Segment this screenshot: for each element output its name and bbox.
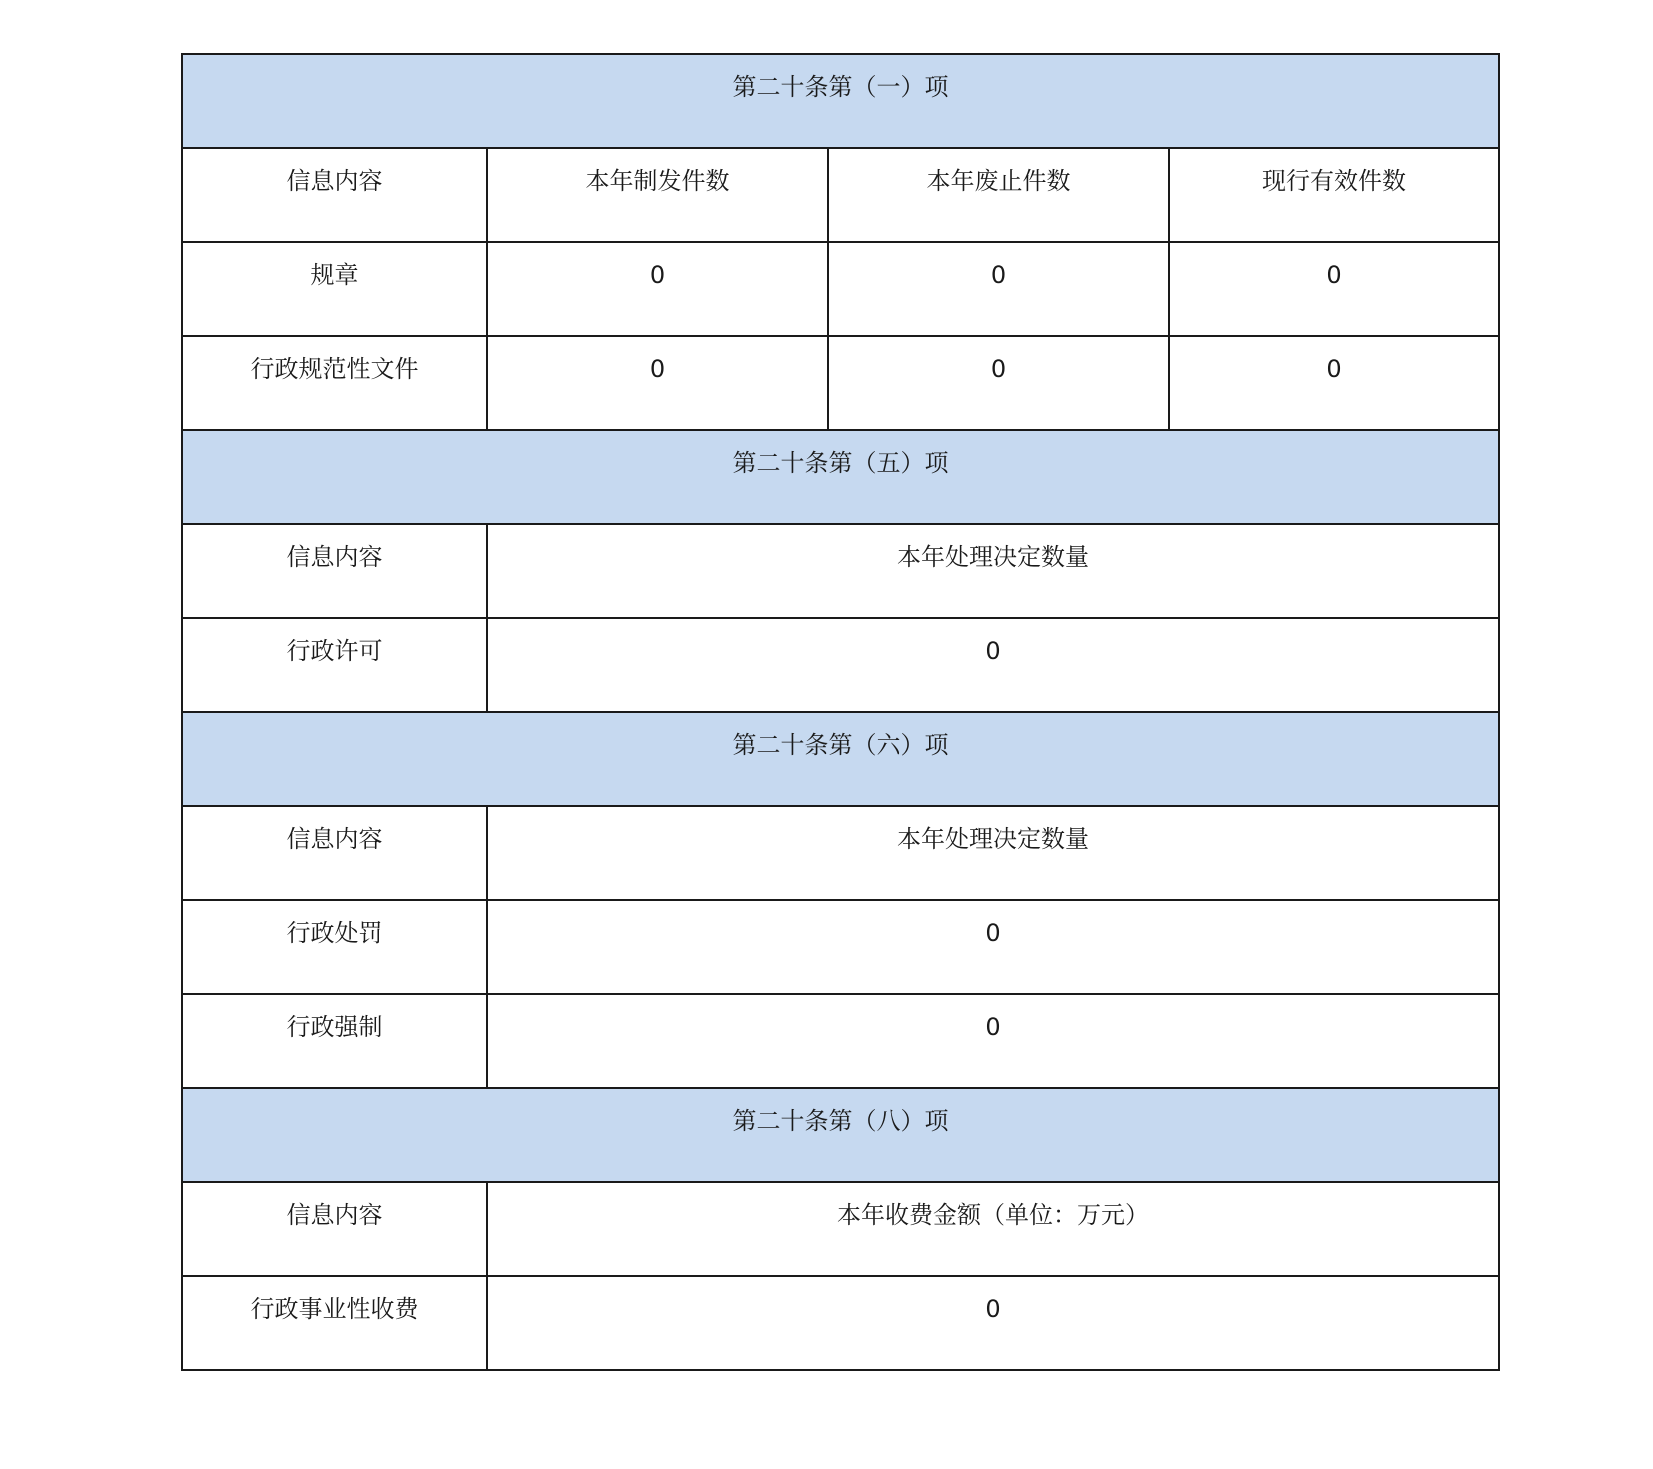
- header-cell: [828, 148, 1169, 242]
- row-label: 行政强制: [286, 1013, 383, 1041]
- section-title-cell: [182, 712, 1499, 806]
- header-decision-count: 本年处理决定数量: [897, 825, 1089, 853]
- row-label: 行政规范性文件: [250, 355, 419, 383]
- column-header-row: [182, 148, 1499, 242]
- value-cell: [828, 242, 1169, 336]
- header-issued-count: 本年制发件数: [585, 167, 730, 195]
- value: 0: [985, 637, 1001, 665]
- value: 0: [1326, 355, 1342, 383]
- section-title: 第二十条第（一）项: [732, 73, 949, 101]
- row-label: 规章: [310, 261, 359, 289]
- row-label-cell: [182, 618, 487, 712]
- row-label-cell: [182, 900, 487, 994]
- column-header-row: [182, 806, 1499, 900]
- row-label-cell: [182, 994, 487, 1088]
- row-label-cell: [182, 242, 487, 336]
- report-table: [181, 53, 1500, 1371]
- row-label-cell: [182, 1276, 487, 1370]
- header-info-content: 信息内容: [286, 1201, 383, 1229]
- header-decision-count: 本年处理决定数量: [897, 543, 1089, 571]
- header-cell: [487, 806, 1499, 900]
- section-title: 第二十条第（六）项: [732, 731, 949, 759]
- header-info-content: 信息内容: [286, 543, 383, 571]
- header-info-content: 信息内容: [286, 825, 383, 853]
- value-cell: [487, 242, 828, 336]
- value: 0: [1326, 261, 1342, 289]
- row-label: 行政处罚: [286, 919, 383, 947]
- section-header-row: [182, 1088, 1499, 1182]
- table-row: [182, 618, 1499, 712]
- header-cell: [182, 1182, 487, 1276]
- value-cell: [487, 994, 1499, 1088]
- section-title: 第二十条第（五）项: [732, 449, 949, 477]
- section-title-cell: [182, 1088, 1499, 1182]
- section-header-row: [182, 712, 1499, 806]
- value: 0: [985, 919, 1001, 947]
- table-row: [182, 900, 1499, 994]
- header-cell: [182, 524, 487, 618]
- value-cell: [487, 336, 828, 430]
- row-label-cell: [182, 336, 487, 430]
- column-header-row: [182, 1182, 1499, 1276]
- value: 0: [990, 355, 1007, 383]
- value-cell: [487, 618, 1499, 712]
- value: 0: [649, 355, 666, 383]
- value: 0: [990, 261, 1007, 289]
- header-valid-count: 现行有效件数: [1262, 167, 1406, 195]
- header-cell: [182, 148, 487, 242]
- section-header-row: [182, 54, 1499, 148]
- table-row: [182, 994, 1499, 1088]
- header-cell: [1169, 148, 1499, 242]
- value-cell: [1169, 336, 1499, 430]
- header-cell: [487, 1182, 1499, 1276]
- row-label: 行政事业性收费: [250, 1295, 419, 1323]
- header-abolished-count: 本年废止件数: [926, 167, 1071, 195]
- section-title: 第二十条第（八）项: [732, 1107, 949, 1135]
- value: 0: [985, 1013, 1001, 1041]
- table-row: [182, 242, 1499, 336]
- header-fee-amount: 本年收费金额（单位：万元）: [837, 1201, 1149, 1229]
- value: 0: [649, 261, 666, 289]
- table-row: [182, 1276, 1499, 1370]
- header-cell: [487, 148, 828, 242]
- header-cell: [182, 806, 487, 900]
- row-label: 行政许可: [286, 637, 383, 665]
- value-cell: [1169, 242, 1499, 336]
- value-cell: [487, 1276, 1499, 1370]
- value-cell: [487, 900, 1499, 994]
- column-header-row: [182, 524, 1499, 618]
- header-info-content: 信息内容: [286, 167, 383, 195]
- section-title-cell: [182, 430, 1499, 524]
- table-row: [182, 336, 1499, 430]
- section-header-row: [182, 430, 1499, 524]
- value-cell: [828, 336, 1169, 430]
- section-title-cell: [182, 54, 1499, 148]
- header-cell: [487, 524, 1499, 618]
- value: 0: [985, 1295, 1001, 1323]
